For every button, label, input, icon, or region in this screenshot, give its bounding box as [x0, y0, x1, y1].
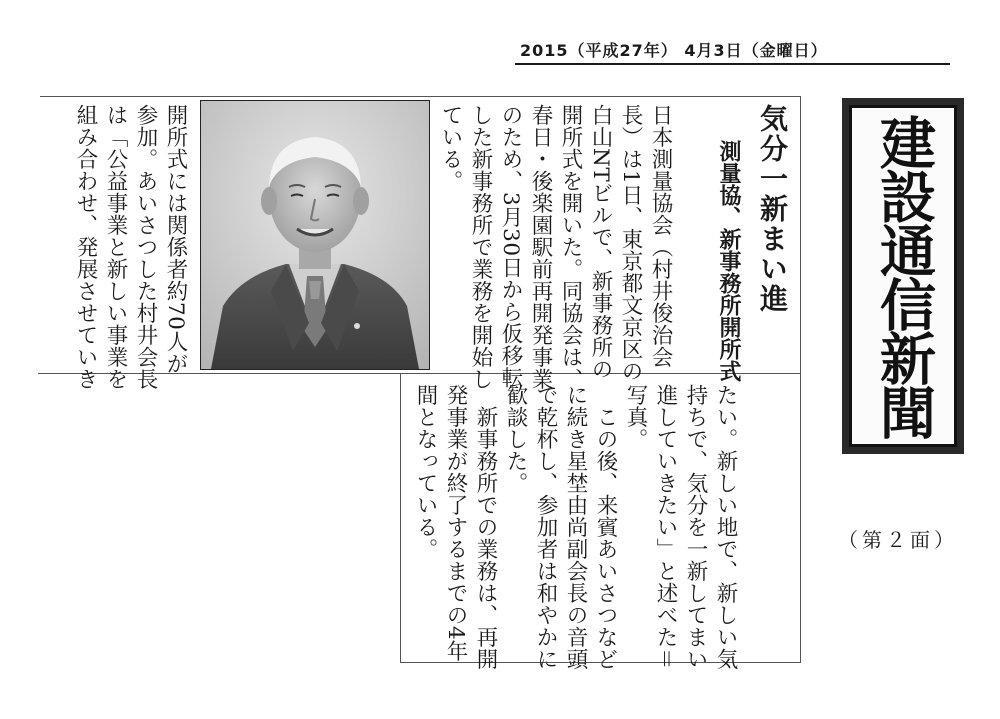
masthead	[842, 98, 964, 454]
page-number: （第２面）	[838, 528, 958, 552]
article-lower-left-rule	[400, 373, 401, 662]
article-right-rule	[800, 96, 801, 662]
article-body-top: 日本測量協会（村井俊治会 長）は1日、東京都文京区の 白山NTビルで、新事務所の 開所式を開いた。同協会は、 春日・後楽園駅前再開発事業 のため、3月30日から仮移転 した新事務所で業務を開始し ている。	[438, 104, 673, 390]
publication-date: 2015（平成27年） 4月3日（金曜日）	[520, 41, 828, 60]
article-body-bottom: たい。新しい地で、新しい気 持ちで、気分を一新してまい 進していきたい」と述べた＝ 写真。 この後、来賓あいさつなど に続き星埜由尚副会長の音頭 で乾杯し、参加者は和やかに 歓談した。 新事務所での業務は、再開 発事業が終了するまでの4年 間となっている。	[413, 384, 738, 671]
newspaper-title: 建設通信新聞	[871, 114, 936, 438]
header-rule	[515, 63, 950, 65]
portrait-photo	[201, 101, 429, 369]
article-headline: 気分一新まい進	[756, 104, 789, 314]
masthead-frame	[849, 105, 957, 447]
article-top-rule	[40, 96, 800, 97]
article-photo	[200, 100, 430, 370]
article-body-left: 開所式には関係者約70人が 参加。あいさつした村井会長 は「公益事業と新しい事業を 組み合わせ、発展させていき	[73, 104, 188, 390]
article-subhead: 測量協、新事務所開所式	[716, 140, 741, 382]
